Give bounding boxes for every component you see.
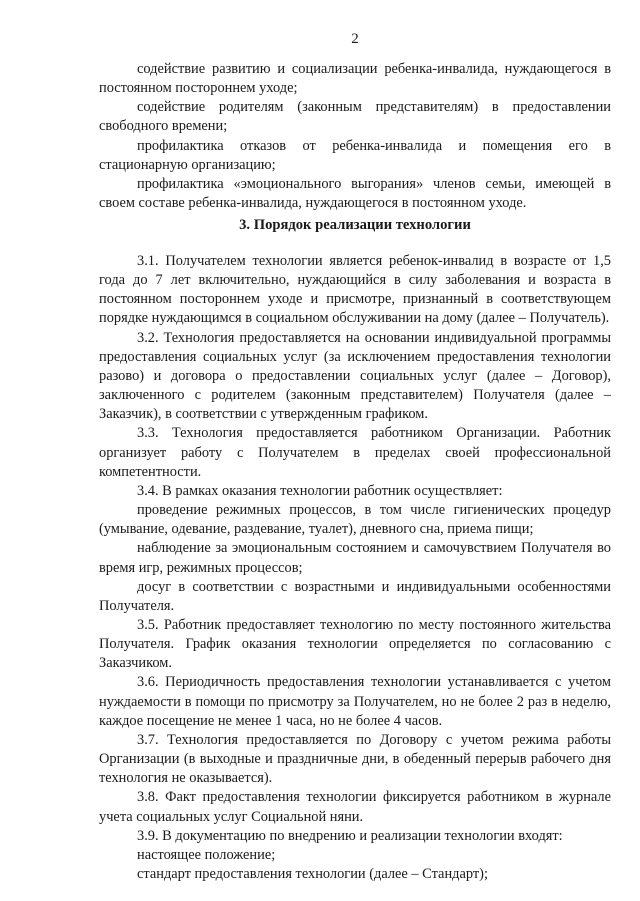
paragraph-3-7: 3.7. Технология предоставляется по Договору с учетом режима работы Организации (в выходные и праздничные дни, в обеденный перерыв рабочего дня технология не оказывается). xyxy=(99,731,611,787)
page-number: 2 xyxy=(351,31,359,47)
intro-item: профилактика «эмоционального выгорания» членов семьи, имеющей в своем составе ребенка-инвалида, нуждающегося в постоянном уходе. xyxy=(99,175,611,212)
section-heading: 3. Порядок реализации технологии xyxy=(239,217,471,233)
list-item-routine: проведение режимных процессов, в том числе гигиенических процедур (умывание, одевание, раздевание, туалет), дневного сна, приема пищи; xyxy=(99,502,611,538)
intro-item: содействие развитию и социализации ребенка-инвалида, нуждающегося в постоянном постороннем уходе; xyxy=(99,61,611,97)
list-item-standard: стандарт предоставления технологии (далее – Стандарт); xyxy=(137,866,488,882)
paragraph-3-4: 3.4. В рамках оказания технологии работник осуществляет: xyxy=(137,482,503,499)
paragraph-3-1: 3.1. Получателем технологии является ребенок-инвалид в возрасте от 1,5 года до 7 лет включительно, нуждающийся в силу заболевания и возраста в постоянном постороннем уходе и присмотре, признанный в соответствующем порядке нуждающимся в социальном обслуживании на дому (далее – Получатель). xyxy=(99,253,611,327)
intro-item: содействие родителям (законным представителям) в предоставлении свободного времени; xyxy=(99,99,611,135)
list-item-leisure: досуг в соответствии с возрастными и индивидуальными особенностями Получателя. xyxy=(99,578,611,614)
list-item-regulation: настоящее положение; xyxy=(137,846,276,863)
intro-item: профилактика отказов от ребенка-инвалида и помещения его в стационарную организацию; xyxy=(99,137,611,173)
paragraph-3-2: 3.2. Технология предоставляется на основании индивидуальной программы предоставления социальных услуг (за исключением предоставления технологии разово) и договора о предоставлении социальных услуг (далее – Договор), заключенного с родителем (законным представителем) Получателя (далее – Заказчик), в соответствии с утвержденным графиком. xyxy=(99,329,611,423)
intro-list xyxy=(99,60,611,213)
list-item-observation: наблюдение за эмоциональным состоянием и самочувствием Получателя во время игр, режимных процессов; xyxy=(99,540,611,576)
paragraph-3-6: 3.6. Периодичность предоставления технологии устанавливается с учетом нуждаемости в помощи по присмотру за Получателем, но не более 2 раз в неделю, каждое посещение не менее 1 часа, но не более 4 часов. xyxy=(99,674,611,729)
paragraph-3-8: 3.8. Факт предоставления технологии фиксируется работником в журнале учета социальных услуг Социальной няни. xyxy=(99,789,611,825)
paragraph-3-5: 3.5. Работник предоставляет технологию по месту постоянного жительства Получателя. График оказания технологии определяется по согласованию с Заказчиком. xyxy=(99,616,611,672)
paragraph-3-3: 3.3. Технология предоставляется работником Организации. Работник организует работу с Получателем в пределах своей профессиональной компетентности. xyxy=(99,425,611,480)
paragraph-3-9: 3.9. В документацию по внедрению и реализации технологии входят: xyxy=(137,827,563,844)
section-body xyxy=(99,252,611,884)
